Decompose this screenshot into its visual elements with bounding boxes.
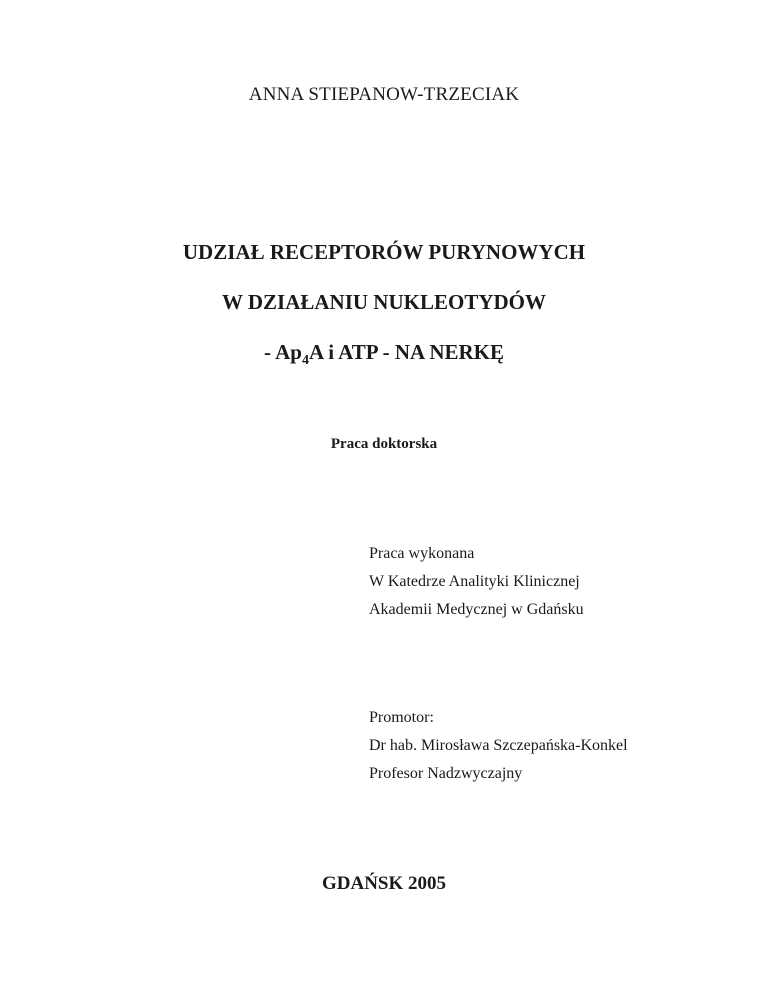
thesis-title-line-2: W DZIAŁANIU NUKLEOTYDÓW [222,290,546,314]
promotor-position: Profesor Nadzwyczajny [369,765,523,782]
promotor-label: Promotor: [369,709,434,726]
thesis-type: Praca doktorska [330,436,438,452]
thesis-title-line-1: UDZIAŁ RECEPTORÓW PURYNOWYCH [182,240,586,264]
author-name: ANNA STIEPANOW-TRZECIAK [248,84,520,105]
place-and-year: GDAŃSK 2005 [321,873,447,894]
title-line-3-prefix: - Ap [264,340,302,364]
promotor-name: Dr hab. Mirosława Szczepańska-Konkel [369,737,628,754]
work-info [369,540,584,624]
promotor-info [369,704,628,788]
work-info-line-2: W Katedrze Analityki Klinicznej [369,573,580,590]
title-line-3-subscript: 4 [301,353,309,369]
work-info-line-3: Akademii Medycznej w Gdańsku [369,601,584,618]
thesis-title-line-3 [0,340,768,369]
work-info-line-1: Praca wykonana [369,545,475,562]
title-line-3-suffix: A i ATP - NA NERKĘ [308,340,504,364]
